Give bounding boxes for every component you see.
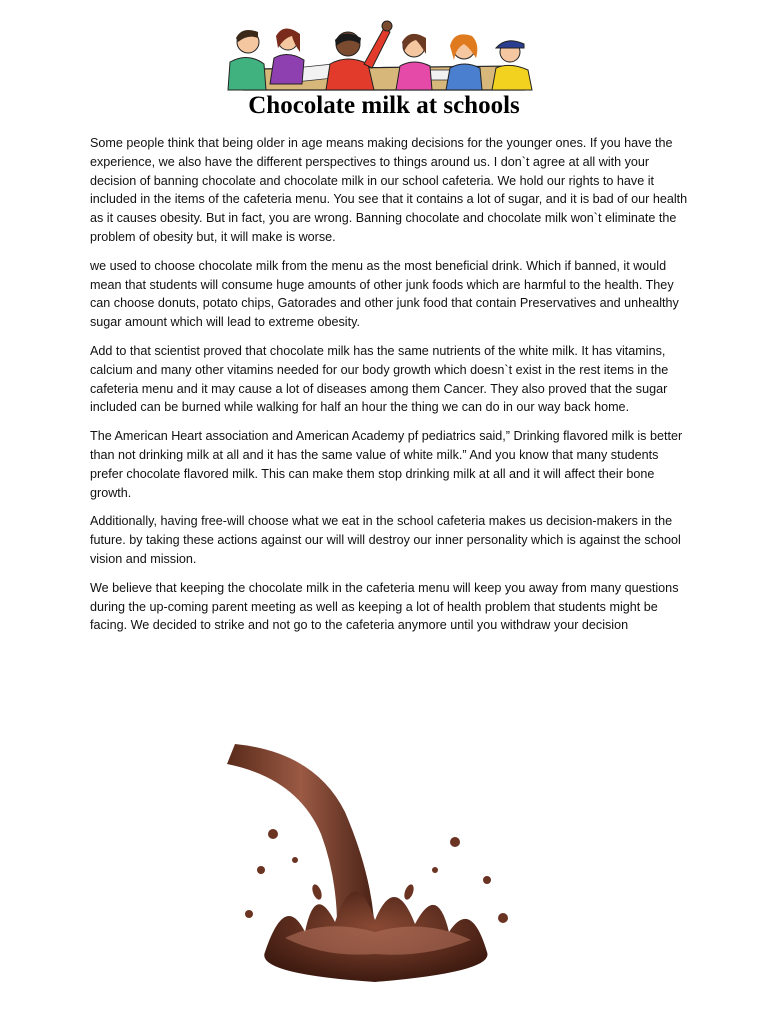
paragraph: The American Heart association and American Academy pf pediatrics said,” Drinking flavored milk is better than not drinking milk at all and it has the same value of white milk.” And you know that many students prefer chocolate flavored milk. This can make them stop drinking milk at all and it will affect their bone growth. — [90, 429, 683, 500]
document-body — [90, 134, 690, 645]
paragraph: Add to that scientist proved that chocolate milk has the same nutrients of the white milk. It has vitamins, calcium and many other vitamins needed for our body growth which doesn`t exist in the rest items in the cafeteria menu and it may cause a lot of diseases among them Cancer. They also proved that the sugar included can be burned while walking for half an hour the thing we can do in our way back home. — [90, 343, 669, 415]
paragraph: We believe that keeping the chocolate milk in the cafeteria menu will keep you away from many questions during the up-coming parent meeting as well as keeping a lot of health problem that students might be facing. We decided to strike and not go to the cafeteria anymore until you withdraw your decision — [90, 580, 679, 633]
document-title: Chocolate milk at schools — [248, 92, 520, 119]
chocolate-milk-splash-image — [225, 742, 525, 987]
paragraph: Additionally, having free-will choose what we eat in the school cafeteria makes us decision-makers in the future. by taking these actions against our will will destroy our inner personality which is against the school vision and mission. — [90, 514, 681, 566]
paragraph: Some people think that being older in age means making decisions for the younger ones. If you have the experience, we also have the different perspectives to things around us. I don`t agree at all with your decision of banning chocolate and chocolate milk in our school cafeteria. We hold our rights to have it included in the items of the cafeteria menu. You see that it contains a lot of sugar, and it is bad of our health as it causes obesity. But in fact, you are wrong. Banning chocolate and chocolate milk won`t eliminate the problem of obesity but, it will make is worse. — [90, 136, 688, 244]
students-illustration — [214, 14, 546, 92]
paragraph: we used to choose chocolate milk from the menu as the most beneficial drink. Which if banned, it would mean that students will consume huge amounts of other junk foods which are harmful to the health. They can choose donuts, potato chips, Gatorades and other junk food that contain Preservatives and unhealthy sugar amount which will lead to extreme obesity. — [90, 258, 679, 330]
